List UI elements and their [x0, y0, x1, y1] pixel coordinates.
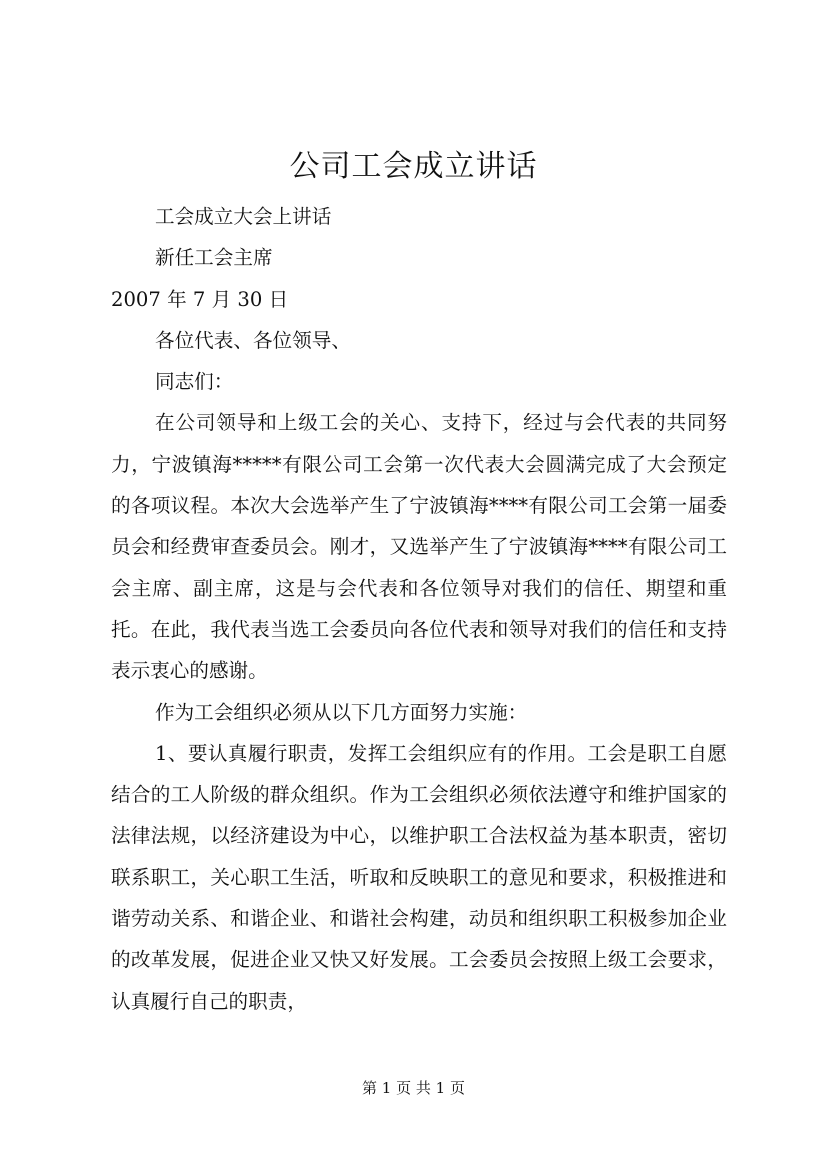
subtitle-line: 工会成立大会上讲话 — [155, 205, 332, 228]
speaker-line: 新任工会主席 — [155, 246, 273, 270]
page-number-footer: 第 1 页 共 1 页 — [362, 1079, 465, 1097]
salutation-line: 各位代表、各位领导、 — [155, 328, 351, 352]
paragraph-intro: 在公司领导和上级工会的关心、支持下，经过与会代表的共同努力，宁波镇海*****有限公司工会第一次代表大会圆满完成了大会预定的各项议程。本次大会选举产生了宁波镇海****有限公司工会第一届委员会和经费审查委员会。刚才，又选举产生了宁波镇海****有限公司工会主席、副主席，这是与会代表和各位领导对我们的信任、期望和重托。在此，我代表当选工会委员向各位代表和领导对我们的信任和支持表示衷心的感谢。 — [111, 411, 727, 683]
document-body — [111, 196, 727, 1022]
paragraph-aspects: 作为工会组织必须从以下几方面努力实施： — [155, 700, 528, 724]
document-title: 公司工会成立讲话 — [289, 149, 538, 184]
paragraph-item-1: 1、要认真履行职责，发挥工会组织应有的作用。工会是职工自愿结合的工人阶级的群众组织。作为工会组织必须依法遵守和维护国家的法律法规，以经济建设为中心，以维护职工合法权益为基本职责，密切联系职工，关心职工生活，听取和反映职工的意见和要求，积极推进和谐劳动关系、和谐企业、和谐社会构建，动员和组织职工积极参加企业的改革发展，促进企业又快又好发展。工会委员会按照上级工会要求，认真履行自己的职责， — [111, 741, 727, 1013]
salutation-line-2: 同志们： — [155, 370, 234, 394]
date-line: 2007 年 7 月 30 日 — [111, 287, 289, 311]
